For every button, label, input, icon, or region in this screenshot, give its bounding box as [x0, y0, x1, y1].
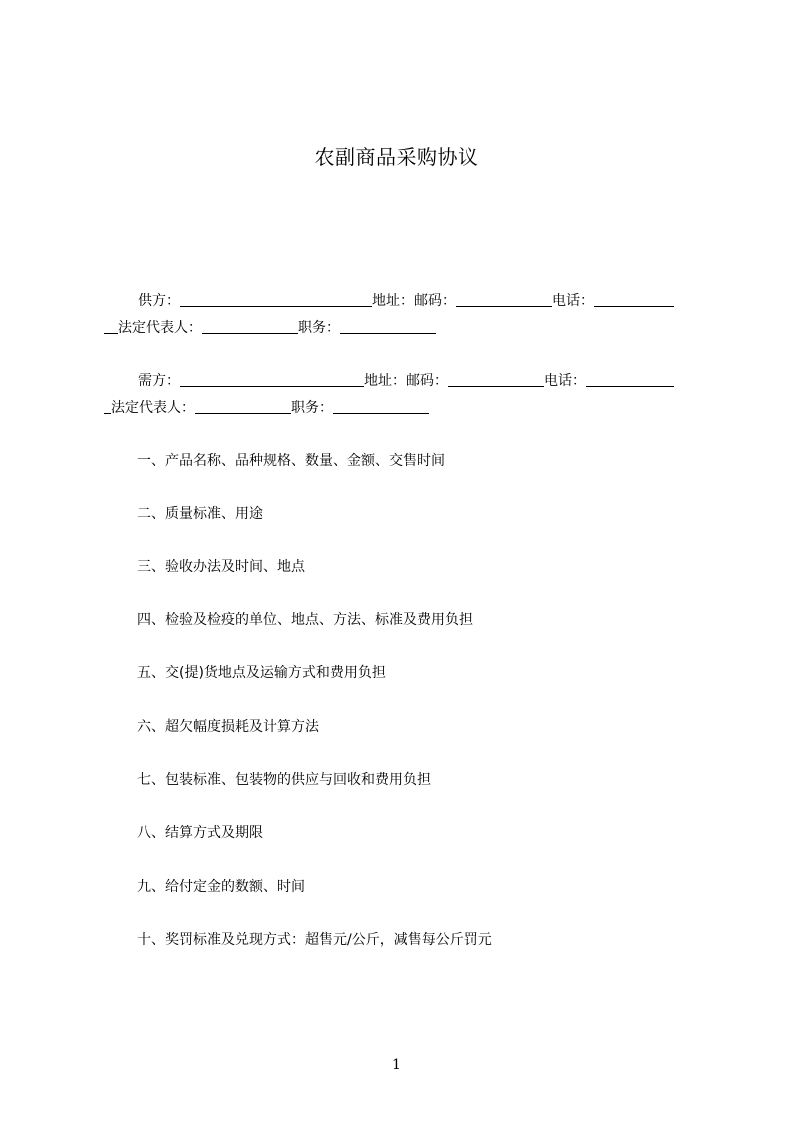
section-heading-9: 九、给付定金的数额、时间 [137, 879, 305, 895]
buyer-phone-blank[interactable] [586, 372, 674, 387]
buyer-postcode-label: 邮码： [406, 373, 448, 389]
section-heading-3: 三、验收办法及时间、地点 [137, 559, 305, 575]
supplier-rep-blank[interactable] [202, 319, 298, 334]
section-heading-5: 五、交(提)货地点及运输方式和费用负担 [137, 665, 386, 681]
section-heading-8: 八、结算方式及期限 [137, 825, 263, 841]
section-heading-1: 一、产品名称、品种规格、数量、金额、交售时间 [137, 453, 445, 469]
supplier-phone-label: 电话： [552, 293, 594, 309]
buyer-phone-label: 电话： [544, 373, 586, 389]
page-number: 1 [392, 1057, 401, 1073]
buyer-rep-blank[interactable] [195, 399, 291, 414]
section-heading-10: 十、奖罚标准及兑现方式：超售元/公斤，减售每公斤罚元 [137, 932, 492, 948]
buyer-address-label: 地址： [364, 373, 406, 389]
supplier-postcode-blank[interactable] [456, 292, 552, 307]
buyer-position-label: 职务： [291, 400, 333, 416]
supplier-address-label: 地址： [372, 293, 414, 309]
supplier-label: 供方： [138, 293, 180, 309]
supplier-postcode-label: 邮码： [414, 293, 456, 309]
supplier-line-1 [138, 291, 674, 311]
supplier-rep-label: 法定代表人： [118, 320, 202, 336]
section-heading-7: 七、包装标准、包装物的供应与回收和费用负担 [137, 772, 431, 788]
supplier-phone-blank-cont[interactable] [104, 319, 118, 334]
buyer-postcode-blank[interactable] [448, 372, 544, 387]
buyer-name-blank[interactable] [180, 372, 364, 387]
buyer-phone-blank-cont[interactable] [104, 399, 111, 414]
supplier-phone-blank[interactable] [594, 292, 674, 307]
supplier-position-label: 职务： [298, 320, 340, 336]
section-heading-4: 四、检验及检疫的单位、地点、方法、标准及费用负担 [137, 612, 473, 628]
supplier-position-blank[interactable] [340, 319, 436, 334]
section-heading-6: 六、超欠幅度损耗及计算方法 [137, 719, 319, 735]
buyer-line-1 [138, 371, 674, 391]
section-heading-2: 二、质量标准、用途 [137, 506, 263, 522]
buyer-position-blank[interactable] [333, 399, 429, 414]
buyer-line-2 [104, 398, 429, 418]
buyer-rep-label: 法定代表人： [111, 400, 195, 416]
supplier-name-blank[interactable] [180, 292, 372, 307]
supplier-line-2 [104, 318, 436, 338]
page-title: 农副商品采购协议 [314, 145, 479, 169]
buyer-label: 需方： [138, 373, 180, 389]
